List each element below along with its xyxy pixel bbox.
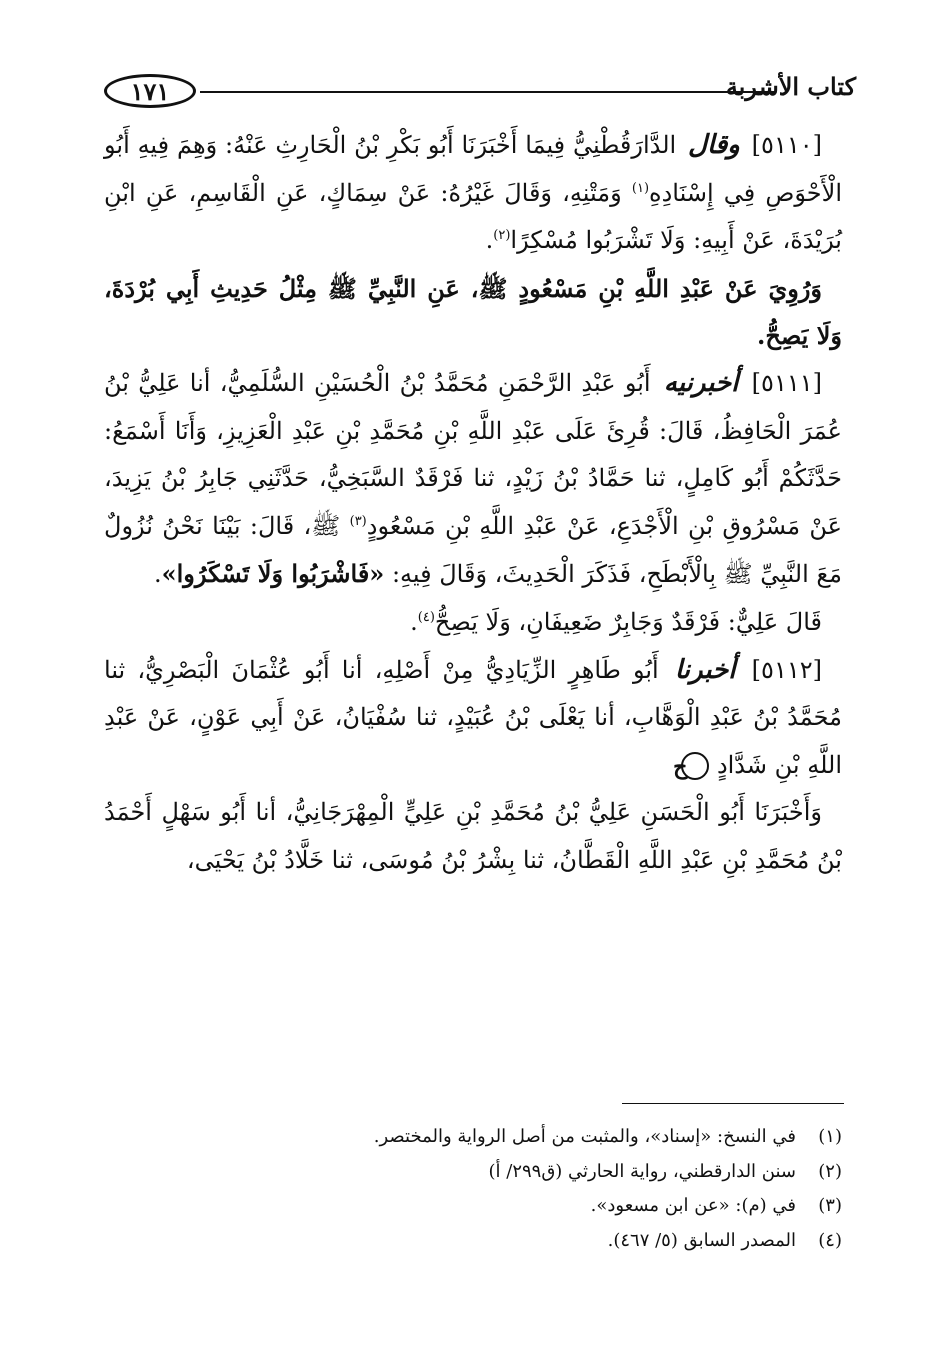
paragraph-text: الدَّارَقُطْنِيُّ فِيمَا أَخْبَرَنَا أَبُو بَكْرِ بْنُ الْحَارِثِ عَنْهُ: وَهِمَ فِيهِ أَبُو الْأَحْوَصِ فِي إِسْنَادِهِ xyxy=(104,131,842,207)
footnote-ref[interactable]: (٤) xyxy=(417,609,435,625)
paragraph-narration: وَرُوِيَ عَنْ عَبْدِ اللَّهِ بْنِ مَسْعُودٍ ﷺ، عَنِ النَّبِيِّ ﷺ مِثْلُ حَدِيثِ أَبِي بُرْدَةَ، وَلَا يَصِحُّ. xyxy=(104,273,842,351)
header-rule xyxy=(200,91,774,93)
punctuation: . xyxy=(153,560,162,589)
hadith-quote: «فَاشْرَبُوا وَلَا تَسْكَرُوا» xyxy=(161,559,385,589)
footnote-number: (١) xyxy=(818,1126,842,1147)
paragraph-text: ﷺ، قَالَ: بَيْنَا نَحْنُ نُزُولٌ مَعَ النَّبِيِّ ﷺ بِالْأَبْطَحِ، فَذَكَرَ الْحَدِيثَ، وَقَالَ فِيهِ: xyxy=(104,511,842,589)
book-title: كتاب الأشربة xyxy=(725,72,856,101)
footnote-ref[interactable]: (٣) xyxy=(349,513,367,529)
page-header xyxy=(96,70,856,114)
lead-word: وقال xyxy=(688,130,740,160)
paragraph-5111 xyxy=(104,360,842,599)
paragraph-second-chain: وَأَخْبَرَنَا أَبُو الْحَسَنِ عَلِيُّ بْنُ مُحَمَّدِ بْنِ عَلِيٍّ الْمِهْرَجَانِيُّ، أنا أَبُو سَهْلٍ أَحْمَدُ بْنُ مُحَمَّدِ بْنِ عَبْدِ اللَّهِ الْقَطَّانُ، ثنا بِشْرُ بْنُ مُوسَى، ثنا خَلَّادُ بْنُ يَحْيَى، xyxy=(104,798,842,874)
punctuation: . xyxy=(485,226,494,255)
footnote-number: (٤) xyxy=(818,1229,842,1251)
footnote-text: سنن الدارقطني، رواية الحارثي (ق٢٩٩/ أ) xyxy=(488,1160,796,1182)
paragraph-5112 xyxy=(104,647,842,790)
hadith-number: [٥١١٠] xyxy=(751,131,822,159)
main-text xyxy=(104,122,842,885)
footnote-1 xyxy=(104,1120,842,1155)
tahwil-mark: ح xyxy=(681,752,709,780)
footnote-number: (٣) xyxy=(818,1195,842,1216)
paragraph-text: أَبُو عَبْدِ الرَّحْمَنِ مُحَمَّدُ بْنُ الْحُسَيْنِ السُّلَمِيُّ، أنا عَلِيُّ بْنُ عُمَرَ الْحَافِظُ، قَالَ: قُرِئَ عَلَى عَبْدِ اللَّهِ بْنِ مُحَمَّدِ بْنِ عَبْدِ الْعَزِيزِ، وَأَنَا أَسْمَعُ: حَدَّثَكُمْ أَبُو كَامِلٍ، ثنا حَمَّادُ بْنُ زَيْدٍ، ثنا فَرْقَدٌ السَّبَخِيُّ، حَدَّثَنِي جَابِرُ بْنُ يَزِيدَ، عَنْ مَسْرُوقِ بْنِ الْأَجْدَعِ، عَنْ عَبْدِ اللَّهِ بْنِ مَسْعُودٍ xyxy=(104,368,842,540)
footnotes xyxy=(104,1120,842,1258)
footnote-ref[interactable]: (١) xyxy=(631,180,650,196)
footnote-2 xyxy=(104,1155,842,1190)
footnote-separator xyxy=(622,1103,844,1104)
paragraph-text: أَبُو طَاهِرٍ الزِّيَادِيُّ مِنْ أَصْلِهِ، أنا أَبُو عُثْمَانَ الْبَصْرِيُّ، ثنا مُحَمَّدُ بْنُ عَبْدِ الْوَهَّابِ، أنا يَعْلَى بْنُ عُبَيْدٍ، ثنا سُفْيَانُ، عَنْ أَبِي عَوْنٍ، عَنْ عَبْدِ اللَّهِ بْنِ شَدَّادٍ xyxy=(104,655,842,779)
footnote-text: في النسخ: «إسناد»، والمثبت من أصل الرواية والمختصر. xyxy=(373,1126,796,1147)
footnote-ref[interactable]: (٢) xyxy=(493,228,511,244)
paragraph-5110 xyxy=(104,122,842,265)
footnote-text: في (م): «عن ابن مسعود». xyxy=(590,1195,796,1216)
lead-word: أخبرنيه xyxy=(663,367,739,398)
hadith-number: [٥١١٢] xyxy=(751,655,822,684)
hadith-number: [٥١١١] xyxy=(751,368,822,397)
footnote-4 xyxy=(104,1224,842,1259)
lead-word: أخبرنا xyxy=(674,654,736,685)
page-number-badge: ١٧١ xyxy=(104,74,196,108)
punctuation: . xyxy=(410,607,418,636)
paragraph-text: قَالَ عَلِيٌّ: فَرْقَدٌ وَجَابِرٌ ضَعِيفَانِ، وَلَا يَصِحُّ xyxy=(434,607,822,636)
footnote-number: (٢) xyxy=(818,1160,842,1182)
paragraph-ali-comment xyxy=(104,599,842,647)
paragraph-text: وَمَتْنِهِ، وَقَالَ غَيْرُهُ: عَنْ سِمَاكٍ، عَنِ الْقَاسِمِ، عَنِ ابْنِ بُرَيْدَةَ، عَنْ أَبِيهِ: وَلَا تَشْرَبُوا مُسْكِرًا xyxy=(104,178,842,255)
footnote-text: المصدر السابق (٥/ ٤٦٧). xyxy=(607,1229,796,1251)
footnote-3 xyxy=(104,1189,842,1224)
